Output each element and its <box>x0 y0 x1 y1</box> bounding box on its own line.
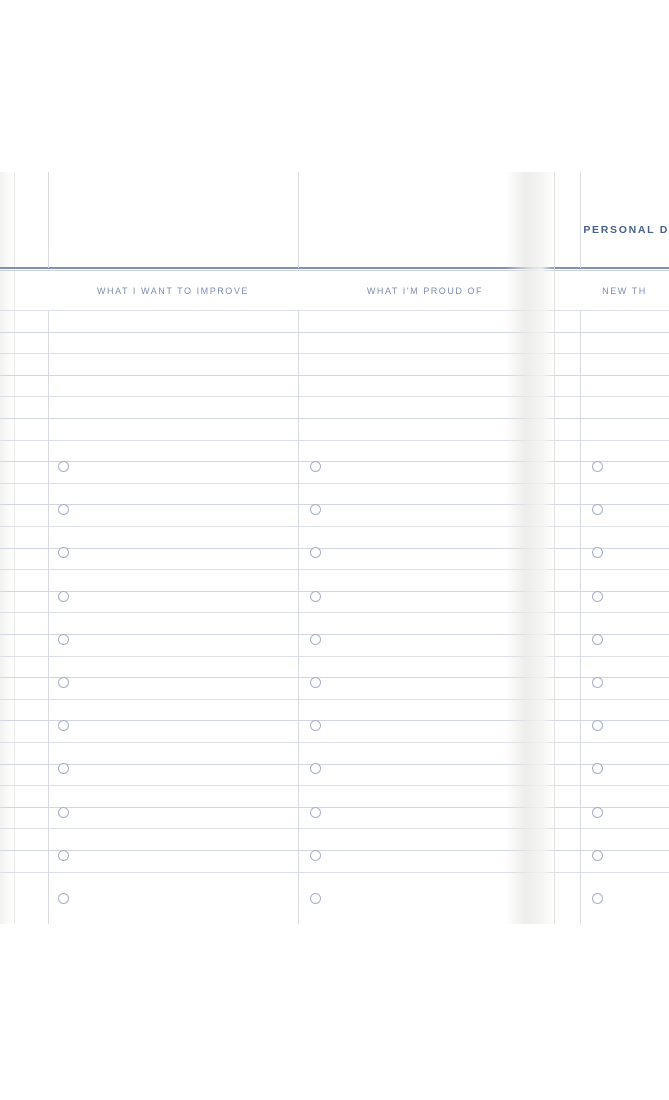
column-separator-footer <box>298 884 299 924</box>
row-checkbox[interactable] <box>592 893 603 904</box>
column-separator <box>48 310 49 884</box>
row-rule <box>0 656 669 657</box>
row-checkbox[interactable] <box>310 893 321 904</box>
row-rule <box>0 850 669 851</box>
row-checkbox[interactable] <box>58 504 69 515</box>
row-checkbox[interactable] <box>592 504 603 515</box>
row-checkbox[interactable] <box>58 720 69 731</box>
row-checkbox[interactable] <box>310 850 321 861</box>
column-separator-header <box>580 172 581 268</box>
row-checkbox[interactable] <box>310 720 321 731</box>
planner-sheet <box>0 172 669 924</box>
row-checkbox[interactable] <box>58 591 69 602</box>
row-rule <box>0 461 669 462</box>
column-separator <box>580 310 581 884</box>
row-checkbox[interactable] <box>592 547 603 558</box>
row-checkbox[interactable] <box>592 720 603 731</box>
header-rule-secondary <box>0 270 669 271</box>
row-checkbox[interactable] <box>310 547 321 558</box>
row-rule <box>0 785 669 786</box>
row-rule <box>0 504 669 505</box>
column-separator-footer <box>580 884 581 924</box>
row-rule <box>0 569 669 570</box>
center-fold-line <box>554 172 555 924</box>
column-header-row <box>0 280 669 310</box>
row-checkbox[interactable] <box>58 634 69 645</box>
row-rule <box>0 807 669 808</box>
row-rule <box>0 634 669 635</box>
row-checkbox[interactable] <box>310 634 321 645</box>
row-checkbox[interactable] <box>592 677 603 688</box>
row-rule <box>0 310 669 311</box>
row-checkbox[interactable] <box>592 807 603 818</box>
row-rule <box>0 375 669 376</box>
row-rule <box>0 483 669 484</box>
column-header: WHAT I WANT TO IMPROVE <box>97 286 249 296</box>
row-checkbox[interactable] <box>58 677 69 688</box>
row-rule <box>0 526 669 527</box>
row-rule <box>0 720 669 721</box>
column-separator-header <box>298 172 299 268</box>
sheet-header <box>14 172 669 268</box>
row-rule <box>0 828 669 829</box>
row-checkbox[interactable] <box>592 461 603 472</box>
row-checkbox[interactable] <box>310 504 321 515</box>
row-checkbox[interactable] <box>310 591 321 602</box>
column-separator <box>298 310 299 884</box>
row-rule <box>0 764 669 765</box>
row-checkbox[interactable] <box>592 850 603 861</box>
row-rule <box>0 677 669 678</box>
row-checkbox[interactable] <box>58 461 69 472</box>
row-checkbox[interactable] <box>58 763 69 774</box>
row-rule <box>0 396 669 397</box>
row-rule <box>0 548 669 549</box>
row-rule <box>0 699 669 700</box>
column-separator-header <box>48 172 49 268</box>
row-rule <box>0 418 669 419</box>
ruled-rows <box>0 310 669 884</box>
row-checkbox[interactable] <box>592 763 603 774</box>
row-checkbox[interactable] <box>592 591 603 602</box>
row-checkbox[interactable] <box>58 547 69 558</box>
row-checkbox[interactable] <box>58 850 69 861</box>
page-top-margin <box>0 0 669 172</box>
page-title: PERSONAL D <box>583 224 669 236</box>
row-checkbox[interactable] <box>310 763 321 774</box>
row-rule <box>0 742 669 743</box>
row-checkbox[interactable] <box>310 807 321 818</box>
row-checkbox[interactable] <box>592 634 603 645</box>
row-checkbox[interactable] <box>58 893 69 904</box>
page-bottom-margin <box>0 924 669 1100</box>
row-rule <box>0 440 669 441</box>
row-checkbox[interactable] <box>58 807 69 818</box>
column-header: WHAT I'M PROUD OF <box>366 286 484 296</box>
row-rule <box>0 872 669 873</box>
row-rule <box>0 332 669 333</box>
row-rule <box>0 612 669 613</box>
column-separator-footer <box>48 884 49 924</box>
row-rule <box>0 353 669 354</box>
row-rule <box>0 591 669 592</box>
header-rule <box>0 267 669 269</box>
column-header: NEW TH <box>602 286 647 296</box>
row-checkbox[interactable] <box>310 461 321 472</box>
row-checkbox[interactable] <box>310 677 321 688</box>
